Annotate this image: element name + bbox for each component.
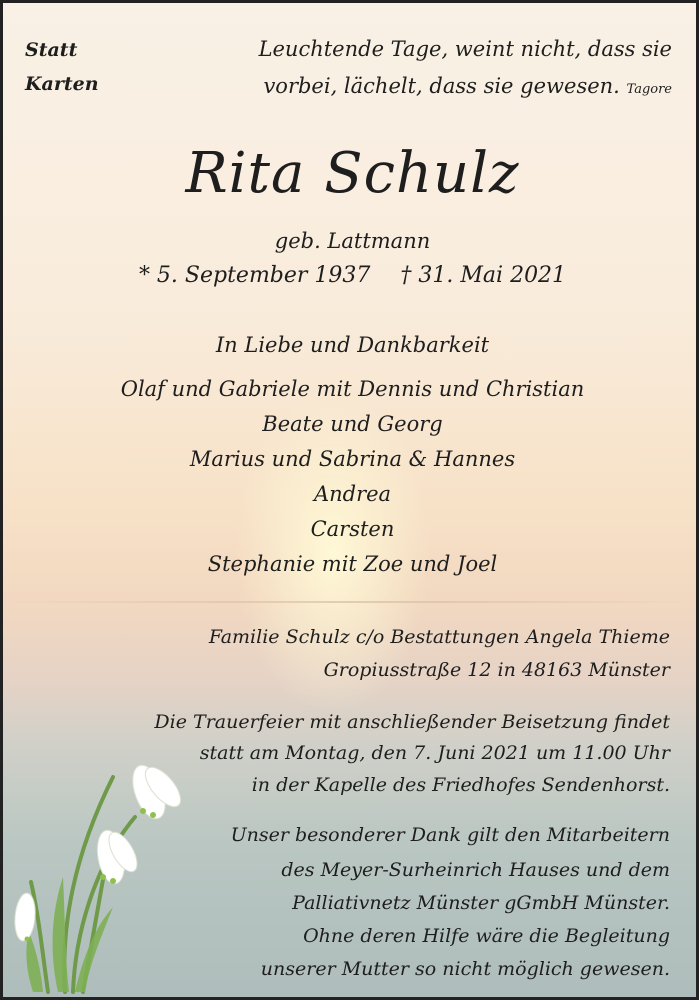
birth-name: geb. Lattmann — [274, 229, 431, 253]
quote-block — [259, 31, 672, 108]
statt-karten-label — [25, 33, 99, 101]
birth-date: * 5. September 1937 — [138, 263, 371, 288]
quote-line-1: Leuchtende Tage, weint nicht, dass sie — [258, 37, 672, 61]
mourner-line: Olaf und Gabriele mit Dennis und Christian — [120, 377, 585, 401]
thanks-line-5: unserer Mutter so nicht möglich gewesen. — [260, 958, 670, 980]
funeral-line-3: in der Kapelle des Friedhofes Sendenhorst. — [251, 774, 670, 796]
thanks-line-3: Palliativnetz Münster gGmbH Münster. — [292, 892, 670, 914]
karten-label: Karten — [25, 73, 99, 95]
mourner-line: Carsten — [310, 517, 395, 541]
snowdrop-flower-illustration — [3, 707, 203, 997]
mourner-line: Stephanie mit Zoe und Joel — [207, 552, 498, 576]
thanks-line-2: des Meyer-Surheinrich Hauses und dem — [281, 859, 670, 881]
deceased-name: Rita Schulz — [185, 141, 520, 206]
mourner-line: Marius und Sabrina & Hannes — [189, 447, 516, 471]
address-line-2: Gropiusstraße 12 in 48163 Münster — [323, 659, 670, 681]
sea-horizon — [3, 601, 696, 603]
quote-line-2: vorbei, lächelt, dass sie gewesen. Tagore — [263, 74, 672, 98]
dedication: In Liebe und Dankbarkeit — [215, 333, 490, 357]
mourner-line: Andrea — [313, 482, 392, 506]
life-dates — [3, 263, 699, 288]
address-line-1: Familie Schulz c/o Bestattungen Angela Thieme — [208, 626, 670, 648]
statt-label: Statt — [25, 39, 78, 61]
thanks-line-1: Unser besonderer Dank gilt den Mitarbeitern — [230, 824, 670, 846]
funeral-line-2: statt am Montag, den 7. Juni 2021 um 11.00 Uhr — [199, 742, 670, 764]
thanks-line-4: Ohne deren Hilfe wäre die Begleitung — [303, 925, 670, 947]
mourner-line: Beate und Georg — [262, 412, 443, 436]
funeral-line-1: Die Trauerfeier mit anschließender Beisetzung findet — [154, 711, 670, 733]
death-date: † 31. Mai 2021 — [400, 263, 567, 288]
quote-author: Tagore — [626, 82, 672, 97]
